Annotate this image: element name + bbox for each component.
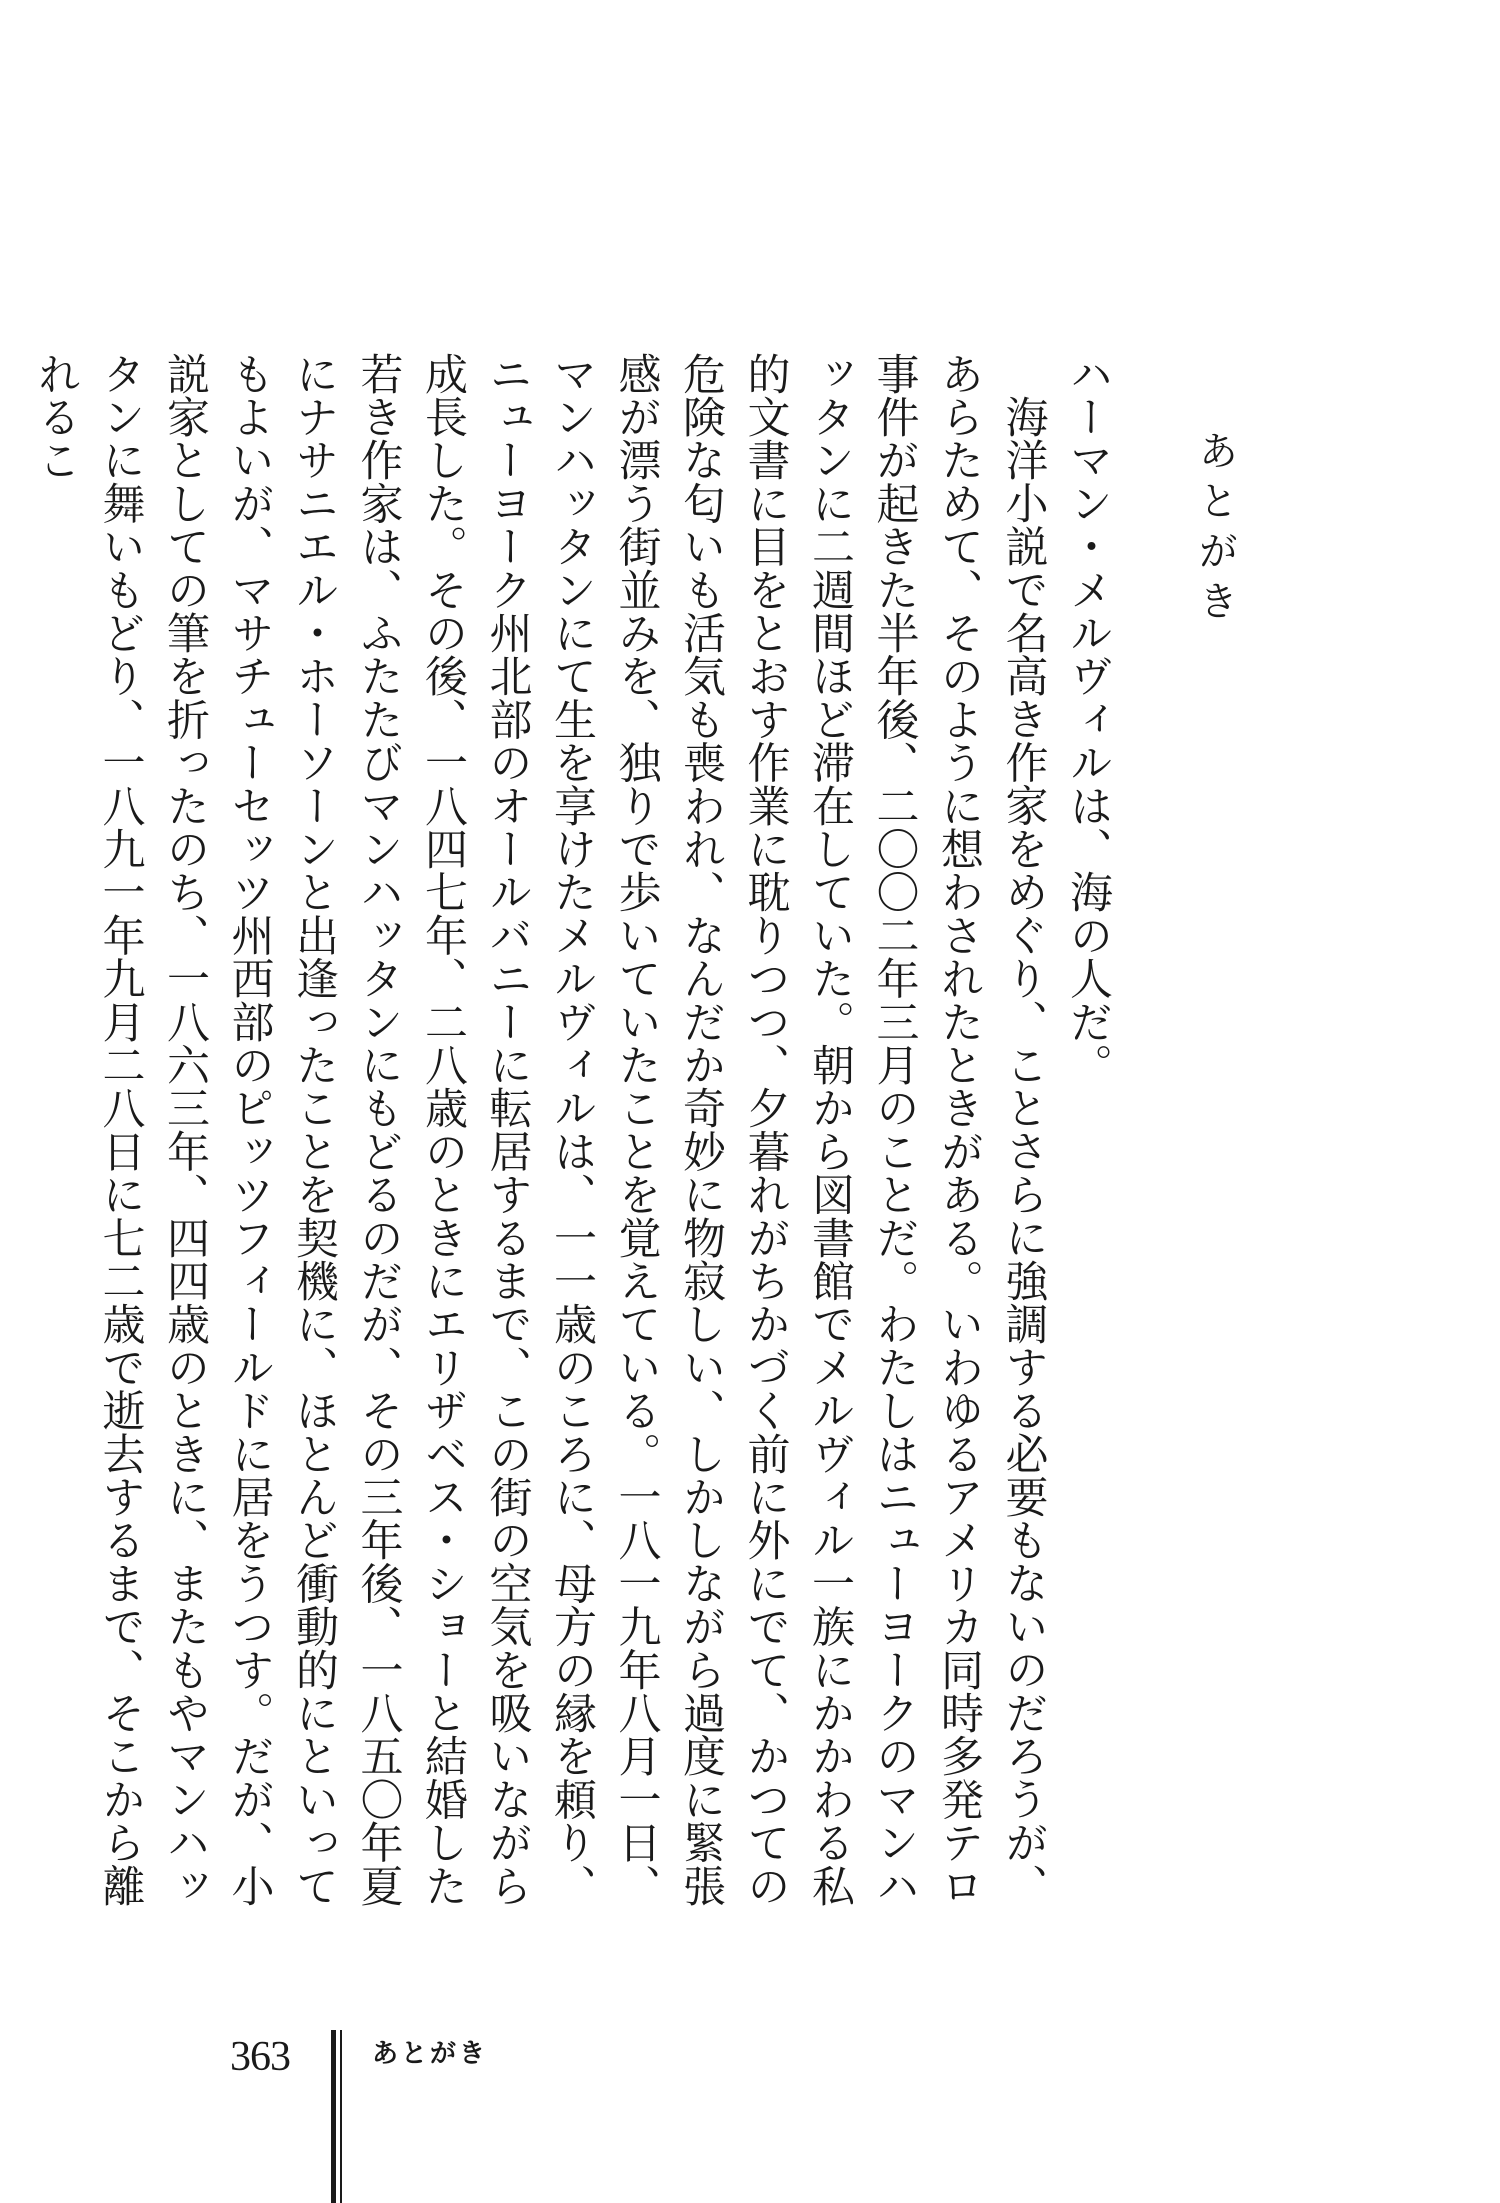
page-number: 363 [230,2034,290,2080]
body-text [31,352,1120,1912]
chapter-title: あとがき [1192,430,1238,630]
paragraph: ハーマン・メルヴィルは、海の人だ。 [1063,352,1113,1087]
paragraph: 海洋小説で名高き作家をめぐり、ことさらに強調する必要もないのだろうが、あらためて、そのように想わされたときがある。いわゆるアメリカ同時多発テロ事件が起きた半年後、二〇〇二年三月のことだ。わたしはニューヨークのマンハッタンに二週間ほど滞在していた。朝から図書館でメルヴィル一族にかかわる私的文書に目をとおす作業に耽りつつ、夕暮れがちかづく前に外にでて、かつての危険な匂いも活気も喪われ、なんだか奇妙に物寂しい、しかしながら過度に緊張感が漂う街並みを、独りで歩いていたことを覚えている。一八一九年八月一日、マンハッタンにて生を享けたメルヴィルは、一一歳のころに、母方の縁を頼り、ニューヨーク州北部のオールバニーに転居するまで、この街の空気を吸いながら成長した。その後、一八四七年、二八歳のときにエリザベス・ショーと結婚した若き作家は、ふたたびマンハッタンにもどるのだが、その三年後、一八五〇年夏にナサニエル・ホーソーンと出逢ったことを契機に、ほとんど衝動的にといってもよいが、マサチューセッツ州西部のピッツフィールドに居をうつす。だが、小説家としての筆を折ったのち、一八六三年、四四歳のときに、またもやマンハッタンに舞いもどり、一八九一年九月二八日に七二歳で逝去するまで、そこから離れるこ [31,352,1049,1908]
running-head: あとがき [372,2039,489,2069]
footer-rule-thick [331,2030,336,2203]
footer-rule-thin [340,2030,342,2203]
